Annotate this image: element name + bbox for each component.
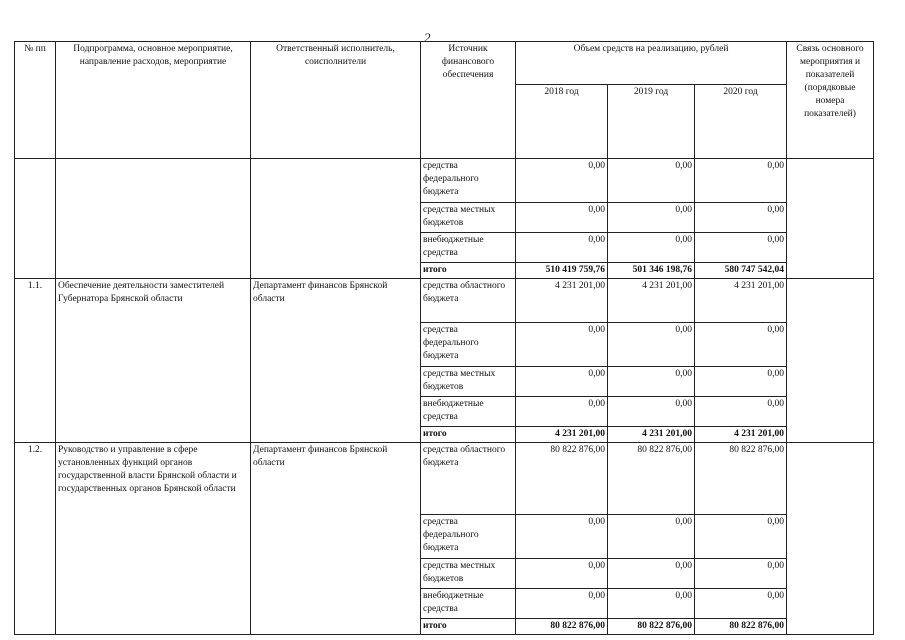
source-cell: внебюджетные средства — [421, 233, 516, 263]
value-2019: 501 346 198,76 — [608, 263, 695, 279]
value-2019: 4 231 201,00 — [608, 279, 695, 323]
source-cell: средства областного бюджета — [421, 279, 516, 323]
source-cell: средства местных бюджетов — [421, 203, 516, 233]
row-num-cell: 1.1. — [15, 279, 56, 443]
value-2020: 4 231 201,00 — [695, 279, 787, 323]
row-executor-cell: Департамент финансов Брянской области — [251, 443, 421, 635]
row-executor-cell: Департамент финансов Брянской области — [251, 279, 421, 443]
source-cell: внебюджетные средства — [421, 397, 516, 427]
value-2018: 0,00 — [516, 515, 608, 559]
page-number: 2 — [424, 30, 431, 45]
value-2019: 0,00 — [608, 589, 695, 619]
source-cell: итого — [421, 263, 516, 279]
value-2020: 580 747 542,04 — [695, 263, 787, 279]
value-2018: 0,00 — [516, 323, 608, 367]
header-num: № пп — [15, 42, 56, 159]
header-source: Источник финансового обеспечения — [421, 42, 516, 159]
value-2018: 0,00 — [516, 203, 608, 233]
row-num-cell: 1.2. — [15, 443, 56, 635]
budget-table — [14, 41, 874, 635]
value-2018: 0,00 — [516, 233, 608, 263]
table-row — [15, 279, 874, 323]
source-cell: итого — [421, 427, 516, 443]
value-2020: 0,00 — [695, 159, 787, 203]
row-name-cell: Руководство и управление в сфере установленных функций органов государственной власти Брянской области и государственных органов Брянской области — [56, 443, 251, 635]
value-2020: 80 822 876,00 — [695, 443, 787, 515]
source-cell: внебюджетные средства — [421, 589, 516, 619]
value-2019: 80 822 876,00 — [608, 619, 695, 635]
row-name-cell: Обеспечение деятельности заместителей Губернатора Брянской области — [56, 279, 251, 443]
header-link: Связь основного мероприятия и показателей (порядковые номера показателей) — [787, 42, 874, 159]
value-2019: 0,00 — [608, 233, 695, 263]
value-2018: 0,00 — [516, 589, 608, 619]
value-2019: 0,00 — [608, 159, 695, 203]
source-cell: средства областного бюджета — [421, 443, 516, 515]
value-2020: 0,00 — [695, 367, 787, 397]
header-subprogram: Подпрограмма, основное мероприятие, направление расходов, мероприятие — [56, 42, 251, 159]
source-cell: средства федерального бюджета — [421, 515, 516, 559]
row-num-cell — [15, 159, 56, 279]
value-2019: 0,00 — [608, 515, 695, 559]
value-2018: 0,00 — [516, 559, 608, 589]
table-row — [15, 443, 874, 515]
value-2019: 0,00 — [608, 367, 695, 397]
source-cell: средства местных бюджетов — [421, 559, 516, 589]
value-2018: 0,00 — [516, 159, 608, 203]
value-2020: 0,00 — [695, 515, 787, 559]
value-2020: 0,00 — [695, 589, 787, 619]
value-2019: 0,00 — [608, 203, 695, 233]
value-2020: 0,00 — [695, 203, 787, 233]
value-2019: 0,00 — [608, 323, 695, 367]
source-cell: средства местных бюджетов — [421, 367, 516, 397]
header-year-2019: 2019 год — [608, 85, 695, 159]
table-row — [15, 159, 874, 203]
value-2018: 510 419 759,76 — [516, 263, 608, 279]
value-2019: 80 822 876,00 — [608, 443, 695, 515]
header-volume: Объем средств на реализацию, рублей — [516, 42, 787, 85]
value-2018: 4 231 201,00 — [516, 427, 608, 443]
header-executor: Ответственный исполнитель, соисполнители — [251, 42, 421, 159]
source-cell: итого — [421, 619, 516, 635]
source-cell: средства федерального бюджета — [421, 323, 516, 367]
value-2020: 0,00 — [695, 233, 787, 263]
row-executor-cell — [251, 159, 421, 279]
source-cell: средства федерального бюджета — [421, 159, 516, 203]
value-2018: 80 822 876,00 — [516, 443, 608, 515]
row-name-cell — [56, 159, 251, 279]
value-2020: 0,00 — [695, 397, 787, 427]
value-2018: 0,00 — [516, 397, 608, 427]
link-cell — [787, 159, 874, 279]
link-cell — [787, 279, 874, 443]
value-2020: 4 231 201,00 — [695, 427, 787, 443]
value-2019: 0,00 — [608, 397, 695, 427]
value-2020: 0,00 — [695, 559, 787, 589]
header-year-2018: 2018 год — [516, 85, 608, 159]
header-year-2020: 2020 год — [695, 85, 787, 159]
value-2020: 0,00 — [695, 323, 787, 367]
link-cell — [787, 443, 874, 635]
value-2018: 0,00 — [516, 367, 608, 397]
value-2018: 80 822 876,00 — [516, 619, 608, 635]
value-2019: 0,00 — [608, 559, 695, 589]
value-2019: 4 231 201,00 — [608, 427, 695, 443]
value-2018: 4 231 201,00 — [516, 279, 608, 323]
value-2020: 80 822 876,00 — [695, 619, 787, 635]
